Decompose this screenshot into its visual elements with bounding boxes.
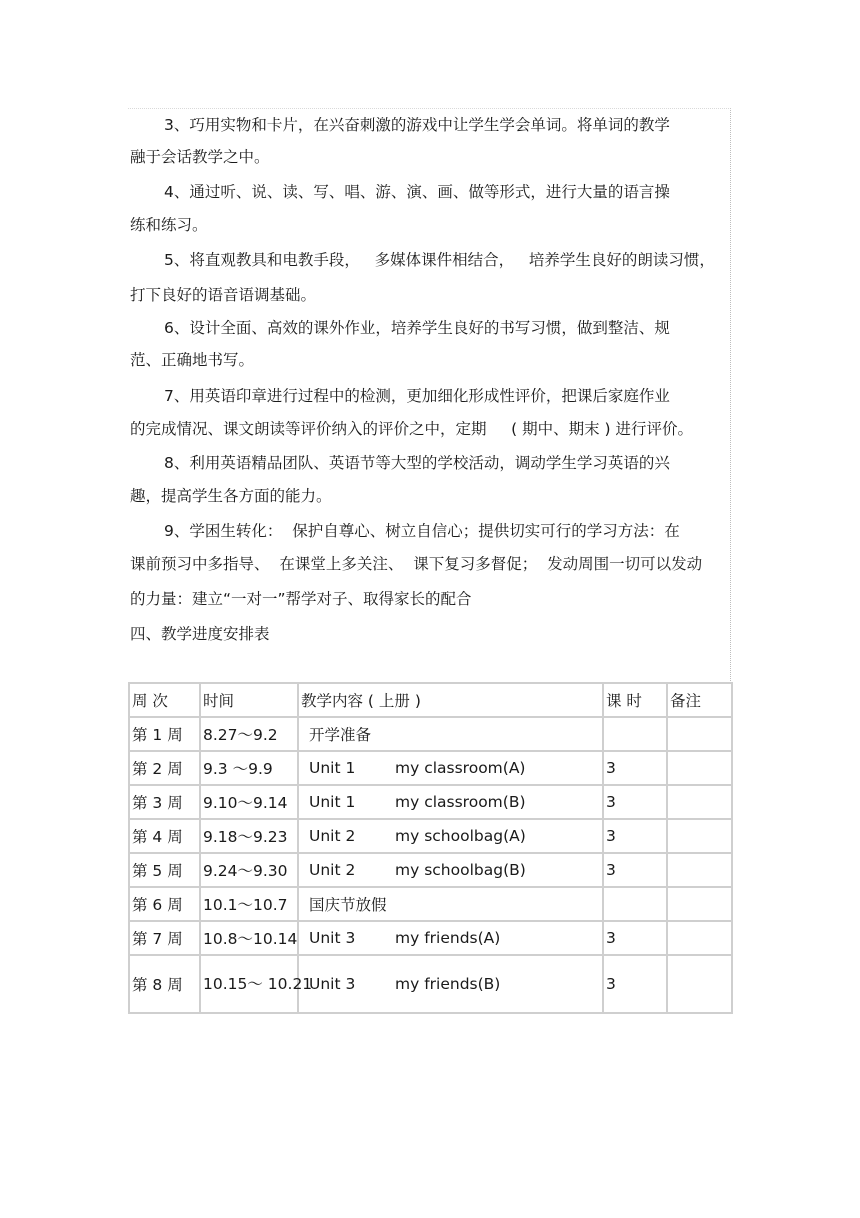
table-row (129, 717, 732, 751)
cell-unit: 开学准备 (309, 726, 372, 744)
cell-topic: my schoolbag(A) (395, 827, 526, 845)
cell-time: 10.15～ 10.21 (200, 955, 298, 1013)
table-row (129, 955, 732, 1013)
cell-hours (603, 717, 667, 751)
header-hours: 课 时 (603, 683, 667, 717)
cell-unit: Unit 1 (309, 793, 356, 811)
cell-hours: 3 (603, 955, 667, 1013)
paragraph-line: 范、正确地书写。 (130, 351, 255, 369)
table-row (129, 751, 732, 785)
cell-topic: my classroom(A) (395, 759, 526, 777)
cell-topic: my schoolbag(B) (395, 861, 526, 879)
header-content: 教学内容 ( 上册 ) (298, 683, 603, 717)
cell-topic: my friends(B) (395, 975, 501, 993)
cell-week: 第 4 周 (129, 819, 200, 853)
paragraph-line: 8、利用英语精品团队、英语节等大型的学校活动，调动学生学习英语的兴 (164, 454, 670, 472)
cell-note (667, 955, 732, 1013)
paragraph-line: 练和练习。 (130, 216, 208, 234)
cell-content (298, 853, 603, 887)
cell-week: 第 1 周 (129, 717, 200, 751)
cell-week: 第 2 周 (129, 751, 200, 785)
cell-content (298, 819, 603, 853)
cell-hours: 3 (603, 751, 667, 785)
paragraph-line: 的完成情况、课文朗读等评价纳入的评价之中，定期 ( 期中、期末 ) 进行评价。 (130, 420, 694, 438)
cell-unit: Unit 1 (309, 759, 356, 777)
cell-hours: 3 (603, 853, 667, 887)
cell-hours: 3 (603, 785, 667, 819)
paragraph-line: 7、用英语印章进行过程中的检测，更加细化形成性评价，把课后家庭作业 (164, 387, 670, 405)
paragraph-line: 的力量：建立“一对一”帮学对子、取得家长的配合 (130, 590, 472, 608)
cell-week: 第 3 周 (129, 785, 200, 819)
cell-unit: Unit 3 (309, 975, 356, 993)
cell-content (298, 921, 603, 955)
schedule-table (128, 682, 733, 1014)
cell-note (667, 819, 732, 853)
table-row (129, 785, 732, 819)
cell-hours: 3 (603, 921, 667, 955)
cell-unit: 国庆节放假 (309, 896, 387, 914)
paragraph-line: 4、通过听、说、读、写、唱、游、演、画、做等形式，进行大量的语言操 (164, 183, 670, 201)
cell-hours (603, 887, 667, 921)
cell-note (667, 887, 732, 921)
cell-time: 9.10～9.14 (200, 785, 298, 819)
cell-unit: Unit 3 (309, 929, 356, 947)
cell-content (298, 751, 603, 785)
cell-week: 第 5 周 (129, 853, 200, 887)
header-note: 备注 (667, 683, 732, 717)
cell-topic: my classroom(B) (395, 793, 526, 811)
paragraph-line: 打下良好的语音语调基础。 (130, 286, 317, 304)
cell-content (298, 887, 603, 921)
cell-time: 8.27～9.2 (200, 717, 298, 751)
cell-topic: my friends(A) (395, 929, 501, 947)
paragraph-line: 融于会话教学之中。 (130, 148, 270, 166)
cell-note (667, 785, 732, 819)
cell-note (667, 751, 732, 785)
cell-content (298, 717, 603, 751)
paragraph-line: 课前预习中多指导、 在课堂上多关注、 课下复习多督促； 发动周围一切可以发动 (130, 555, 703, 573)
cell-unit: Unit 2 (309, 827, 356, 845)
table-row (129, 887, 732, 921)
paragraph-line: 9、学困生转化： 保护自尊心、树立自信心；提供切实可行的学习方法：在 (164, 522, 680, 540)
table-row (129, 819, 732, 853)
cell-note (667, 717, 732, 751)
cell-week: 第 6 周 (129, 887, 200, 921)
cell-hours: 3 (603, 819, 667, 853)
cell-time: 9.24～9.30 (200, 853, 298, 887)
cell-unit: Unit 2 (309, 861, 356, 879)
table-row (129, 853, 732, 887)
section-heading: 四、教学进度安排表 (130, 625, 270, 643)
cell-content (298, 955, 603, 1013)
cell-time: 9.3 ～9.9 (200, 751, 298, 785)
cell-time: 10.8～10.14 (200, 921, 298, 955)
table-row (129, 921, 732, 955)
paragraph-line: 趣，提高学生各方面的能力。 (130, 487, 332, 505)
table-header-row (129, 683, 732, 717)
paragraph-line: 6、设计全面、高效的课外作业，培养学生良好的书写习惯，做到整洁、规 (164, 319, 670, 337)
paragraph-line: 5、将直观教具和电教手段， 多媒体课件相结合， 培养学生良好的朗读习惯， (164, 251, 715, 269)
cell-note (667, 921, 732, 955)
header-time: 时间 (200, 683, 298, 717)
cell-time: 10.1～10.7 (200, 887, 298, 921)
cell-week: 第 8 周 (129, 955, 200, 1013)
cell-time: 9.18～9.23 (200, 819, 298, 853)
cell-content (298, 785, 603, 819)
paragraph-line: 3、巧用实物和卡片，在兴奋刺激的游戏中让学生学会单词。将单词的教学 (164, 116, 670, 134)
cell-week: 第 7 周 (129, 921, 200, 955)
header-week: 周 次 (129, 683, 200, 717)
cell-note (667, 853, 732, 887)
